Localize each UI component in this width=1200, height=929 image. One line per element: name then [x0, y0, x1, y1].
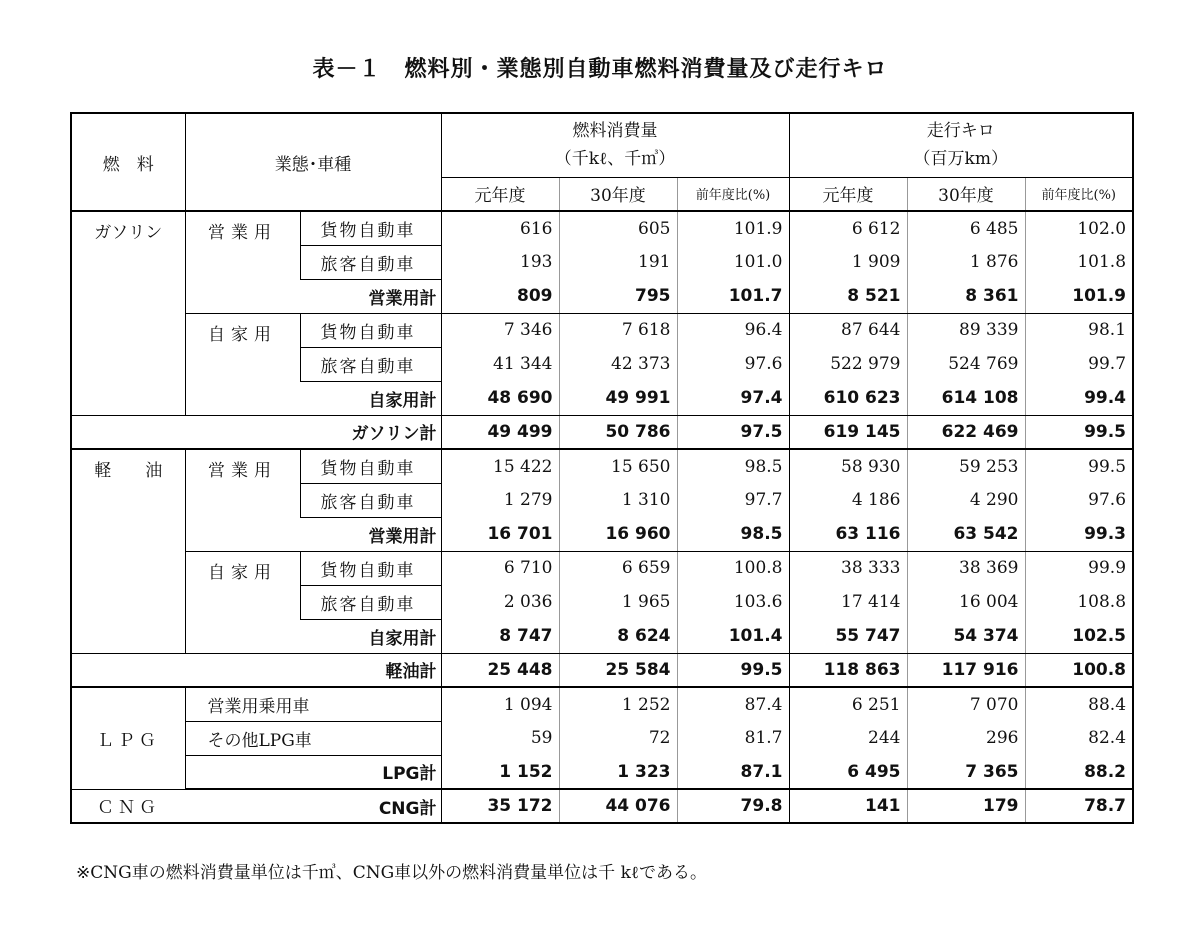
value-cell: 8 747 — [441, 619, 559, 653]
value-cell: 6 485 — [907, 211, 1025, 245]
total-row — [71, 755, 1133, 789]
value-cell: 99.5 — [1025, 449, 1133, 483]
value-cell: 63 542 — [907, 517, 1025, 551]
value-cell: 99.7 — [1025, 347, 1133, 381]
value-cell: 49 499 — [441, 415, 559, 449]
value-cell: 101.7 — [677, 279, 789, 313]
value-cell: 25 448 — [441, 653, 559, 687]
value-cell: 97.6 — [1025, 483, 1133, 517]
value-cell: 38 333 — [841, 558, 901, 579]
value-cell: 108.8 — [1025, 585, 1133, 619]
value-cell: 35 172 — [441, 789, 559, 823]
total-row — [71, 653, 1133, 687]
value-cell: 38 369 — [907, 551, 1025, 585]
header-row-1 — [71, 113, 1133, 177]
business-header: 業態･車種 — [185, 113, 441, 211]
value-cell: 8 521 — [789, 279, 907, 313]
table-row — [71, 721, 1133, 755]
value-cell: 59 253 — [907, 449, 1025, 483]
fuel-header: 燃 料 — [71, 113, 185, 211]
commercial-label: 営業用 — [185, 211, 300, 279]
value-cell: 55 747 — [789, 619, 907, 653]
value-cell: 616 — [520, 218, 553, 239]
value-cell: 4 290 — [907, 483, 1025, 517]
table-row — [71, 687, 1133, 721]
value-cell: 605 — [559, 211, 677, 245]
value-cell: 524 769 — [907, 347, 1025, 381]
value-cell: 7 365 — [907, 755, 1025, 789]
vehicle-label: 貨物自動車 — [300, 313, 441, 347]
year-30-header: 30年度 — [559, 177, 677, 211]
commercial-label: 営業用 — [185, 449, 300, 517]
fuel-label-cng: ＣＮＧ — [71, 789, 185, 823]
subtotal-label: 営業用計 — [185, 279, 441, 313]
distance-title: 走行キロ — [926, 121, 995, 142]
value-cell: 117 916 — [907, 653, 1025, 687]
vehicle-label: 旅客自動車 — [300, 483, 441, 517]
total-label: LPG計 — [185, 755, 441, 789]
subtotal-row — [71, 619, 1133, 653]
value-cell: 6 659 — [559, 551, 677, 585]
value-cell: 87 644 — [841, 320, 901, 341]
value-cell: 15 650 — [559, 449, 677, 483]
value-cell: 97.7 — [677, 483, 789, 517]
value-cell: 1 310 — [559, 483, 677, 517]
value-cell: 48 690 — [441, 381, 559, 415]
value-cell: 179 — [907, 789, 1025, 823]
value-cell: 82.4 — [1025, 721, 1133, 755]
value-cell: 78.7 — [1025, 789, 1133, 823]
page-title: 表－１ 燃料別・業態別自動車燃料消費量及び走行キロ — [312, 57, 888, 82]
value-cell: 101.8 — [1025, 245, 1133, 279]
value-cell: 1 965 — [559, 585, 677, 619]
distance-unit: （百万km） — [913, 149, 1008, 170]
value-cell: 103.6 — [677, 585, 789, 619]
value-cell: 101.0 — [677, 245, 789, 279]
consumption-header — [441, 113, 789, 177]
value-cell: 7 346 — [503, 320, 553, 341]
value-cell: 44 076 — [559, 789, 677, 823]
vehicle-label: 貨物自動車 — [300, 449, 441, 483]
value-cell: 1 323 — [559, 755, 677, 789]
value-cell: 54 374 — [907, 619, 1025, 653]
value-cell: 88.2 — [1025, 755, 1133, 789]
ratio-header: 前年度比(%) — [1025, 177, 1133, 211]
value-cell: 15 422 — [493, 456, 553, 477]
value-cell: 16 004 — [907, 585, 1025, 619]
value-cell: 25 584 — [559, 653, 677, 687]
value-cell: 72 — [559, 721, 677, 755]
consumption-unit: （千kℓ、千㎥） — [554, 149, 676, 170]
value-cell: 1 909 — [851, 252, 901, 272]
vehicle-label: 貨物自動車 — [300, 551, 441, 585]
subtotal-row — [71, 381, 1133, 415]
table-row — [71, 211, 1133, 245]
value-cell: 795 — [559, 279, 677, 313]
vehicle-label: 旅客自動車 — [300, 347, 441, 381]
fuel-label-lpg: ＬＰＧ — [71, 687, 185, 789]
vehicle-label: 旅客自動車 — [300, 585, 441, 619]
value-cell: 88.4 — [1025, 687, 1133, 721]
value-cell: 8 361 — [907, 279, 1025, 313]
value-cell: 1 279 — [503, 490, 553, 510]
value-cell: 6 251 — [851, 694, 901, 715]
value-cell: 6 710 — [503, 558, 553, 579]
table-row — [71, 449, 1133, 483]
value-cell: 6 612 — [851, 218, 901, 239]
distance-header — [789, 113, 1133, 177]
value-cell: 100.8 — [677, 551, 789, 585]
value-cell: 522 979 — [830, 354, 901, 374]
value-cell: 42 373 — [559, 347, 677, 381]
value-cell: 97.4 — [677, 381, 789, 415]
total-row — [71, 789, 1133, 823]
value-cell: 102.5 — [1025, 619, 1133, 653]
table-row — [71, 551, 1133, 585]
value-cell: 79.8 — [677, 789, 789, 823]
subtotal-label: 自家用計 — [185, 619, 441, 653]
value-cell: 7 070 — [907, 687, 1025, 721]
value-cell: 193 — [520, 252, 553, 272]
fuel-label-diesel: 軽 油 — [71, 449, 185, 653]
value-cell: 63 116 — [789, 517, 907, 551]
consumption-title: 燃料消費量 — [572, 121, 658, 142]
value-cell: 101.9 — [677, 211, 789, 245]
value-cell: 7 618 — [559, 313, 677, 347]
value-cell: 101.9 — [1025, 279, 1133, 313]
private-label: 自家用 — [185, 313, 300, 381]
value-cell: 99.5 — [677, 653, 789, 687]
year-gannen-header: 元年度 — [441, 177, 559, 211]
value-cell: 8 624 — [559, 619, 677, 653]
total-row — [71, 415, 1133, 449]
value-cell: 809 — [441, 279, 559, 313]
value-cell: 296 — [907, 721, 1025, 755]
value-cell: 622 469 — [907, 415, 1025, 449]
private-label: 自家用 — [185, 551, 300, 619]
subtotal-row — [71, 279, 1133, 313]
value-cell: 81.7 — [677, 721, 789, 755]
total-label: ガソリン計 — [71, 415, 441, 449]
value-cell: 99.9 — [1025, 551, 1133, 585]
value-cell: 99.4 — [1025, 381, 1133, 415]
value-cell: 41 344 — [493, 354, 553, 374]
value-cell: 141 — [789, 789, 907, 823]
subtotal-label: 自家用計 — [185, 381, 441, 415]
value-cell: 49 991 — [559, 381, 677, 415]
value-cell: 89 339 — [907, 313, 1025, 347]
value-cell: 58 930 — [841, 456, 901, 477]
footnote: ※CNG車の燃料消費量単位は千㎥、CNG車以外の燃料消費量単位は千 kℓである。 — [76, 863, 708, 883]
vehicle-label: 旅客自動車 — [300, 245, 441, 279]
fuel-label-gasoline: ガソリン — [71, 211, 185, 415]
value-cell: 59 — [530, 728, 553, 748]
value-cell: 1 252 — [559, 687, 677, 721]
table-row — [71, 313, 1133, 347]
subtotal-label: 営業用計 — [185, 517, 441, 551]
vehicle-label: 営業用乗用車 — [185, 687, 441, 721]
value-cell: 191 — [559, 245, 677, 279]
value-cell: 6 495 — [789, 755, 907, 789]
total-label: 軽油計 — [71, 653, 441, 687]
vehicle-label: その他LPG車 — [185, 721, 441, 755]
value-cell: 118 863 — [789, 653, 907, 687]
value-cell: 619 145 — [789, 415, 907, 449]
value-cell: 1 152 — [441, 755, 559, 789]
value-cell: 87.1 — [677, 755, 789, 789]
value-cell: 610 623 — [789, 381, 907, 415]
value-cell: 17 414 — [841, 592, 901, 612]
ratio-header: 前年度比(%) — [677, 177, 789, 211]
fuel-consumption-table — [70, 112, 1134, 824]
value-cell: 102.0 — [1025, 211, 1133, 245]
year-30-header: 30年度 — [907, 177, 1025, 211]
value-cell: 97.5 — [677, 415, 789, 449]
value-cell: 16 960 — [559, 517, 677, 551]
value-cell: 1 094 — [503, 694, 553, 715]
value-cell: 1 876 — [907, 245, 1025, 279]
value-cell: 4 186 — [851, 490, 901, 510]
value-cell: 87.4 — [677, 687, 789, 721]
value-cell: 101.4 — [677, 619, 789, 653]
year-gannen-header: 元年度 — [789, 177, 907, 211]
vehicle-label: 貨物自動車 — [300, 211, 441, 245]
value-cell: 96.4 — [677, 313, 789, 347]
value-cell: 98.5 — [677, 449, 789, 483]
value-cell: 97.6 — [677, 347, 789, 381]
value-cell: 614 108 — [907, 381, 1025, 415]
total-label: CNG計 — [185, 789, 441, 823]
subtotal-row — [71, 517, 1133, 551]
value-cell: 50 786 — [559, 415, 677, 449]
value-cell: 99.3 — [1025, 517, 1133, 551]
value-cell: 98.1 — [1025, 313, 1133, 347]
value-cell: 99.5 — [1025, 415, 1133, 449]
value-cell: 100.8 — [1025, 653, 1133, 687]
value-cell: 2 036 — [503, 592, 553, 612]
value-cell: 244 — [868, 728, 901, 748]
value-cell: 98.5 — [677, 517, 789, 551]
value-cell: 16 701 — [441, 517, 559, 551]
